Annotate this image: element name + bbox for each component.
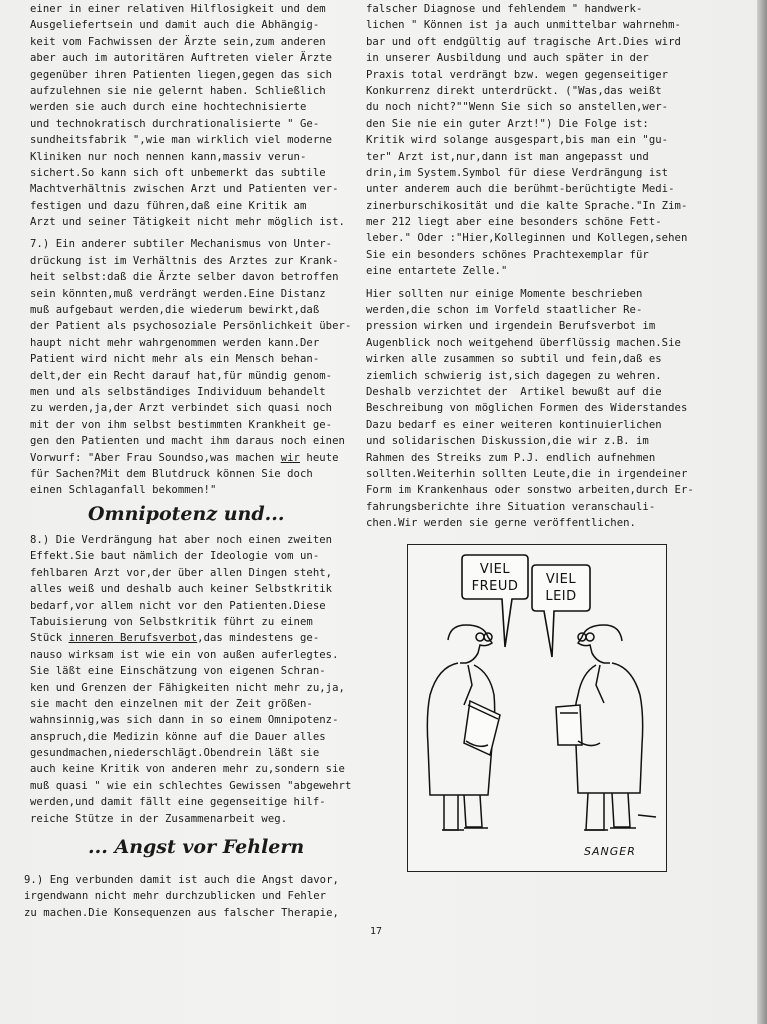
text-line: Effekt.Sie baut nämlich der Ideologie vom un- xyxy=(30,550,320,563)
text-line: Form im Krankenhaus oder sonstwo arbeiten,durch Er- xyxy=(366,484,694,497)
text-line: aber auch im autoritären Auftreten vieler Ärzte xyxy=(30,52,333,65)
text-line: werden sie auch durch eine hochtechnisierte xyxy=(30,101,307,114)
text-line: nauso wirksam ist wie ein von außen auferlegtes. xyxy=(30,648,339,661)
text-line: einen Schlaganfall bekommen!" xyxy=(30,484,217,497)
text-line: mit der von ihm selbst bestimmten Krankheit ge- xyxy=(30,418,333,431)
cartoonist-signature: SANGER xyxy=(584,845,636,858)
text-line: den Sie nie ein guter Arzt!") Die Folge ist: xyxy=(366,117,649,130)
text-line: Vorwurf: "Aber Frau Soundso,was machen wir heute xyxy=(30,451,339,464)
text-line: gegenüber ihren Patienten liegen,gegen das sich xyxy=(30,68,333,81)
text-line: leber." Oder :"Hier,Kolleginnen und Kollegen,sehen xyxy=(366,232,688,245)
heading-angst-vor-fehlern: ... Angst vor Fehlern xyxy=(88,836,305,858)
text-line: werden,und damit fällt eine gegenseitige hilf- xyxy=(30,796,326,809)
text-line: sundheitsfabrik ",wie man wirklich viel moderne xyxy=(30,134,333,147)
left-doctor-figure xyxy=(427,625,500,830)
doctors-cartoon xyxy=(407,544,667,872)
text-line: in unserer Ausbildung und auch später in der xyxy=(366,52,649,65)
page-number: 17 xyxy=(370,926,383,937)
text-line: Stück inneren Berufsverbot,das mindestens ge- xyxy=(30,632,320,645)
left-column-top-text xyxy=(30,1,351,499)
text-line: Dazu bedarf es einer weiteren kontinuierlichen xyxy=(366,418,662,431)
text-line: delt,der ein Recht darauf hat,für mündig genom- xyxy=(30,369,333,382)
text-line: Rahmen des Streiks zum P.J. endlich aufnehmen xyxy=(366,451,656,464)
text-line: fehlbaren Arzt vor,der über allen Dingen steht, xyxy=(30,566,333,579)
text-line: haupt nicht mehr wahrgenommen werden kann.Der xyxy=(30,336,320,349)
page-edge-shadow xyxy=(757,0,767,1024)
text-line: sie macht den einzelnen mit der Zeit größen- xyxy=(30,697,313,710)
left-column-section-8-text xyxy=(30,532,351,827)
text-line: sein könnten,muß verdrängt werden.Eine Distanz xyxy=(30,287,326,300)
left-column-section-9-text xyxy=(24,872,339,921)
text-line: fahrungsberichte ihre Situation veranschauli- xyxy=(366,500,656,513)
text-line: bar und oft endgültig auf tragische Art.Dies wird xyxy=(366,35,681,48)
bubble-right-line1: VIEL xyxy=(545,572,577,587)
text-line: ter" Arzt ist,nur,dann ist man angepasst und xyxy=(366,150,649,163)
text-line: drückung ist im Verhältnis des Arztes zur Krank- xyxy=(30,254,339,267)
text-line: ziemlich schwierig ist,sich dagegen zu wehren. xyxy=(366,369,662,382)
text-line: Praxis total verdrängt bzw. wegen gegenseitiger xyxy=(366,68,669,81)
text-line: der Patient als psychosoziale Persönlichkeit über- xyxy=(30,320,352,333)
text-line: irgendwann nicht mehr durchzublicken und Fehler xyxy=(24,890,327,903)
text-line: Sie läßt eine Einschätzung von eigenen Schran- xyxy=(30,665,326,678)
text-line: reiche Stütze in der Zusammenarbeit weg. xyxy=(30,812,288,825)
text-line: Arzt und seiner Tätigkeit nicht mehr möglich ist. xyxy=(30,216,345,229)
text-line: bedarf,vor allem nicht vor den Patienten.Diese xyxy=(30,599,326,612)
text-line: eine entartete Zelle." xyxy=(366,265,508,278)
text-line: aufzulehnen sie nie gelernt haben. Schließlich xyxy=(30,84,326,97)
text-line: sichert.So kann sich oft unbemerkt das subtile xyxy=(30,166,326,179)
text-line: Konkurrenz direkt unterdrückt. ("Was,das weißt xyxy=(366,84,662,97)
text-line: für Sachen?Mit dem Blutdruck können Sie doch xyxy=(30,467,313,480)
text-line: pression wirken und irgendein Berufsverbot im xyxy=(366,320,656,333)
text-line: Augenblick noch weitgehend überflüssig machen.Sie xyxy=(366,336,681,349)
text-line: Machtverhältnis zwischen Arzt und Patienten ver- xyxy=(30,183,339,196)
text-line: Beschreibung von möglichen Formen des Widerstandes xyxy=(366,402,688,415)
text-line: mer 212 liegt aber eine besonders schöne Fett- xyxy=(366,216,662,229)
bubble-left-line2: FREUD xyxy=(471,579,519,594)
text-line: keit vom Fachwissen der Ärzte sein,zum anderen xyxy=(30,35,326,48)
text-line: sollten.Weiterhin sollten Leute,die in irgendeiner xyxy=(366,467,688,480)
text-line: lichen " Können ist ja auch unmittelbar wahrnehm- xyxy=(366,19,681,32)
text-line: drin,im System.Symbol für diese Verdrängung ist xyxy=(366,166,669,179)
right-column-text xyxy=(366,1,694,532)
bubble-left-line1: VIEL xyxy=(479,562,511,577)
text-line: heit selbst:daß die Ärzte selber davon betroffen xyxy=(30,271,339,284)
text-line: Tabuisierung von Selbstkritik führt zu einem xyxy=(30,615,313,628)
bubble-right-line2: LEID xyxy=(545,589,577,604)
text-line: unter anderem auch die berühmt-berüchtigte Medi- xyxy=(366,183,675,196)
text-line: muß quasi " wie ein schlechtes Gewissen "abgewehrt xyxy=(30,779,352,792)
text-line: auch keine Kritik von anderen mehr zu,sondern sie xyxy=(30,763,345,776)
text-line: alles weiß und deshalb auch keiner Selbstkritik xyxy=(30,583,333,596)
text-line: falscher Diagnose und fehlendem " handwerk- xyxy=(366,3,643,15)
text-line: und technokratisch durchrationalisierte " Ge- xyxy=(30,117,320,130)
text-line: anspruch,die Medizin könne auf die Dauer alles xyxy=(30,730,326,743)
cartoon-drawing xyxy=(408,545,665,870)
text-line: 9.) Eng verbunden damit ist auch die Angst davor, xyxy=(24,874,339,886)
text-line: einer in einer relativen Hilflosigkeit und dem xyxy=(30,3,326,15)
text-line: gen den Patienten und macht ihm daraus noch einen xyxy=(30,435,345,448)
text-line: werden,die schon im Vorfeld staatlicher Re- xyxy=(366,304,643,317)
text-line: Patient wird nicht mehr als ein Mensch behan- xyxy=(30,353,320,366)
text-line: 8.) Die Verdrängung hat aber noch einen zweiten xyxy=(30,534,333,546)
text-line: ken und Grenzen der Fähigkeiten nicht mehr zu,ja, xyxy=(30,681,345,694)
text-line: wirken alle zusammen so subtil und fein,daß es xyxy=(366,353,662,366)
text-line: Kliniken nur noch nennen kann,massiv verun- xyxy=(30,150,307,163)
text-line: Hier sollten nur einige Momente beschrieben xyxy=(366,287,643,300)
text-line: men und als selbständiges Individuum behandelt xyxy=(30,385,326,398)
text-line: Kritik wird solange ausgespart,bis man ein "gu- xyxy=(366,134,669,147)
right-doctor-figure xyxy=(556,625,656,830)
text-line: Deshalb verzichtet der Artikel bewußt auf die xyxy=(366,385,662,398)
text-line: du noch nicht?""Wenn Sie sich so anstellen,wer- xyxy=(366,101,669,114)
text-line: Ausgeliefertsein und damit auch die Abhängig- xyxy=(30,19,320,32)
text-line: zinerburschikosität und die kalte Sprache."In Zim- xyxy=(366,199,688,212)
text-line: zu machen.Die Konsequenzen aus falscher Therapie, xyxy=(24,906,339,919)
text-line: muß aufgebaut werden,die wiederum bewirkt,daß xyxy=(30,304,320,317)
heading-omnipotenz: Omnipotenz und... xyxy=(88,503,285,525)
text-line: und solidarischen Diskussion,die wir z.B. im xyxy=(366,435,649,448)
text-line: chen.Wir werden sie gerne veröffentlichen. xyxy=(366,517,636,530)
text-line: zu werden,ja,der Arzt verbindet sich quasi noch xyxy=(30,402,333,415)
text-line: festigen und dazu führen,daß eine Kritik am xyxy=(30,199,307,212)
text-line: Sie ein besonders schönes Prachtexemplar für xyxy=(366,248,649,261)
text-line: gesundmachen,niederschlägt.Obendrein läßt sie xyxy=(30,747,320,760)
text-line: 7.) Ein anderer subtiler Mechanismus von Unter- xyxy=(30,238,333,251)
text-line: wahnsinnig,was sich dann in so einem Omnipotenz- xyxy=(30,714,339,727)
